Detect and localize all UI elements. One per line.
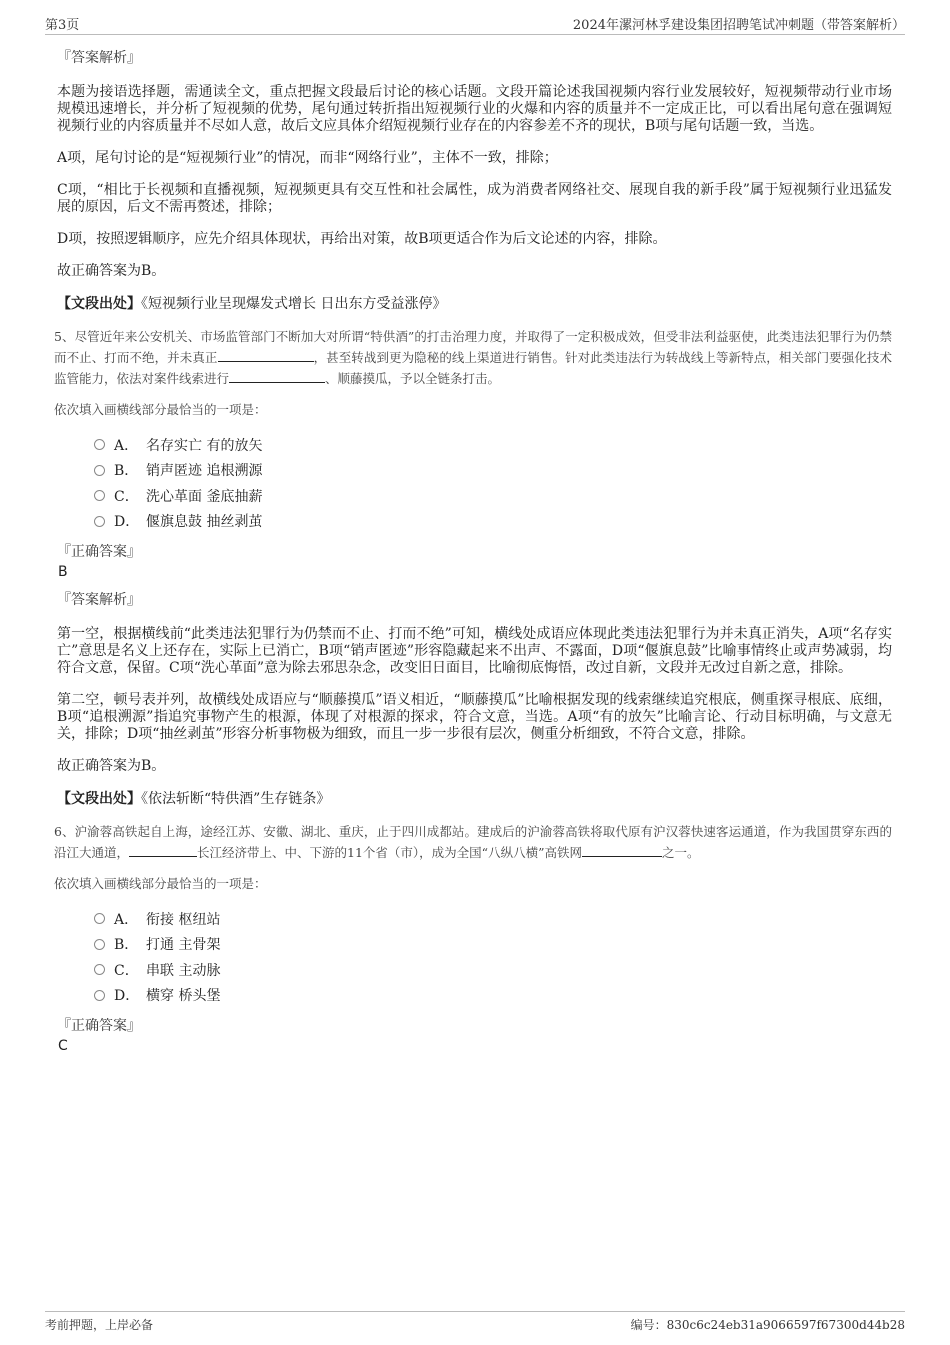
footer-slogan: 考前押题，上岸必备 [45, 1318, 154, 1332]
page-number: 第3页 [45, 18, 80, 33]
question-text-part: 、顺藤摸瓜，予以全链条打击。 [325, 371, 501, 386]
fill-blank [582, 844, 662, 857]
document-code: 编号：830c6c24eb31a9066597f67300d44b28 [630, 1318, 905, 1332]
question-text-part: 长江经济带上、中、下游的11个省（市），成为全国“八纵八横”高铁网 [197, 845, 582, 860]
analysis-paragraph: 第二空，顿号表并列，故横线处成语应与“顺藤摸瓜”语义相近，“顺藤摸瓜”比喻根据发现的线索继续追究根底，侧重探寻根底、底细，B项“追根溯源”指追究事物产生的根源，体现了对根源的探求，符合文意，当选。A项“有的放矢”比喻言论、行动目标明确，与文意无关，排除；D项“抽丝剥茧”形容分析事物极为细致，而且一步一步很有层次，侧重分析细致，不符合文意，排除。 [57, 692, 892, 742]
answer-statement: 故正确答案为B。 [57, 758, 166, 774]
radio-icon[interactable] [94, 913, 105, 924]
source-title: 《依法斩断“特供酒”生存链条》 [141, 791, 331, 807]
question-text-part: 之一。 [661, 845, 700, 860]
option-letter: A． [114, 437, 139, 454]
question-prompt: 依次填入画横线部分最恰当的一项是： [54, 876, 267, 891]
radio-icon[interactable] [94, 490, 105, 501]
radio-icon[interactable] [94, 964, 105, 975]
option-b[interactable] [94, 458, 892, 484]
radio-icon[interactable] [94, 939, 105, 950]
option-c[interactable] [94, 957, 892, 983]
page-footer [45, 1311, 905, 1336]
question-text [54, 821, 892, 863]
option-letter: A． [114, 911, 139, 928]
correct-answer: B [58, 564, 68, 580]
option-letter: C． [114, 962, 139, 979]
analysis-label: 『答案解析』 [57, 50, 141, 66]
source-citation [57, 295, 892, 313]
fill-blank [129, 844, 197, 857]
option-b[interactable] [94, 932, 892, 958]
option-list [94, 906, 892, 1008]
correct-answer: C [58, 1038, 68, 1054]
option-d[interactable] [94, 983, 892, 1009]
question-text-part: 5、尽管近年来公安机关、市场监管部门不断加大对所谓“特供酒”的打击治理力度，并取得了一定积极成效，但受非法利益驱使，此类违法犯罪行为仍禁而不止、打而不绝，并未真正 [54, 329, 892, 365]
source-label: 【文段出处】 [57, 296, 141, 312]
option-c[interactable] [94, 483, 892, 509]
option-a[interactable] [94, 432, 892, 458]
option-text: 洗心革面 釜底抽薪 [146, 488, 263, 505]
question-6 [54, 821, 892, 893]
option-list [94, 432, 892, 534]
source-citation [57, 790, 892, 808]
analysis-label: 『答案解析』 [57, 592, 141, 608]
fill-blank [229, 370, 325, 383]
option-letter: D． [114, 988, 140, 1005]
analysis-paragraph: 本题为接语选择题，需通读全文，重点把握文段最后讨论的核心话题。文段开篇论述我国视频内容行业发展较好，短视频带动行业市场规模迅速增长，并分析了短视频的优势，尾句通过转折指出短视频行业的火爆和内容的质量并不一定成正比，可以看出尾句意在强调短视频行业的内容质量并不尽如人意，故后文应具体介绍短视频行业存在的内容参差不齐的现状，B项与尾句话题一致，当选。 [57, 84, 892, 134]
option-letter: B． [114, 937, 139, 954]
source-label: 【文段出处】 [57, 791, 141, 807]
option-text: 横穿 桥头堡 [146, 988, 221, 1005]
correct-answer-label: 『正确答案』 [57, 544, 141, 560]
analysis-paragraph: C项，“相比于长视频和直播视频，短视频更具有交互性和社会属性，成为消费者网络社交、展现自我的新手段”属于短视频行业迅猛发展的原因，后文不需再赘述，排除； [57, 182, 892, 215]
option-letter: B． [114, 463, 139, 480]
analysis-paragraph: 第一空，根据横线前“此类违法犯罪行为仍禁而不止、打而不绝”可知，横线处成语应体现此类违法犯罪行为并未真正消失，A项“名存实亡”意思是名义上还存在，实际上已消亡，B项“销声匿迹”形容隐藏起来不出声、不露面，D项“偃旗息鼓”比喻事情终止或声势减弱，均符合文意，保留。C项“洗心革面”意为除去邪思杂念，改变旧日面目，比喻彻底悔悟，改过自新，文段并无改过自新之意，排除。 [57, 626, 892, 676]
answer-statement: 故正确答案为B。 [57, 263, 166, 279]
option-text: 销声匿迹 追根溯源 [146, 463, 263, 480]
analysis-paragraph: A项，尾句讨论的是“短视频行业”的情况，而非“网络行业”，主体不一致，排除； [57, 150, 558, 166]
correct-answer-label: 『正确答案』 [57, 1018, 141, 1034]
question-prompt: 依次填入画横线部分最恰当的一项是： [54, 402, 267, 417]
radio-icon[interactable] [94, 465, 105, 476]
analysis-paragraph: D项，按照逻辑顺序，应先介绍具体现状，再给出对策，故B项更适合作为后文论述的内容，排除。 [57, 231, 667, 247]
question-text-part: ，甚至转战到更为隐秘的线上渠道进行销售。针对此类违法行为转战线上等新特点，相关部门要强化技术监管能力，依法对案件线索进行 [54, 350, 892, 386]
option-a[interactable] [94, 906, 892, 932]
option-text: 偃旗息鼓 抽丝剥茧 [146, 514, 263, 531]
radio-icon[interactable] [94, 990, 105, 1001]
option-text: 打通 主骨架 [146, 937, 221, 954]
option-letter: D． [114, 514, 140, 531]
question-5 [54, 326, 892, 419]
option-text: 名存实亡 有的放矢 [146, 437, 263, 454]
option-d[interactable] [94, 509, 892, 535]
document-title: 2024年漯河林孚建设集团招聘笔试冲刺题（带答案解析） [572, 18, 905, 33]
document-body [54, 40, 892, 1064]
option-text: 串联 主动脉 [146, 962, 221, 979]
question-text [54, 326, 892, 389]
question-text-part: 6、沪渝蓉高铁起自上海，途经江苏、安徽、湖北、重庆，止于四川成都站。建成后的沪渝蓉高铁将取代原有沪汉蓉快速客运通道，作为我国贯穿东西的沿江大通道， [54, 824, 892, 860]
option-text: 衔接 枢纽站 [146, 911, 221, 928]
page-header [45, 14, 905, 35]
radio-icon[interactable] [94, 439, 105, 450]
option-letter: C． [114, 488, 139, 505]
source-title: 《短视频行业呈现爆发式增长 日出东方受益涨停》 [141, 296, 447, 312]
fill-blank [218, 349, 314, 362]
radio-icon[interactable] [94, 516, 105, 527]
